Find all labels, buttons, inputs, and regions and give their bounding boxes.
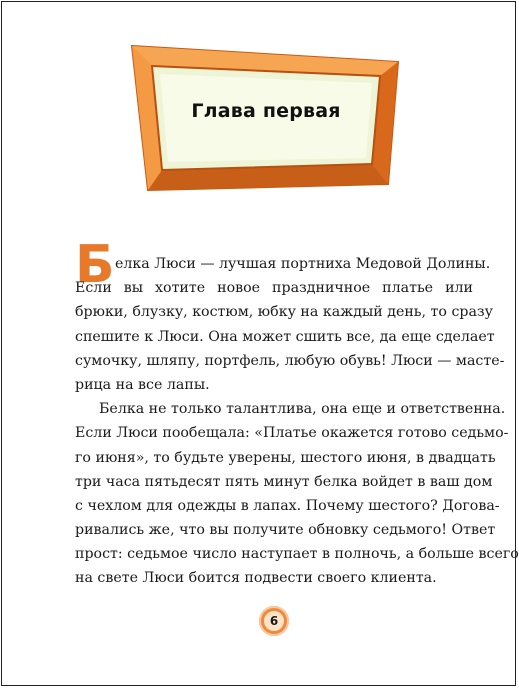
chapter-title: Глава первая	[191, 100, 341, 122]
drop-cap-letter: Б	[75, 235, 115, 295]
text-line: брюки, блузку, костюм, юбку на каждый день, то сразу	[75, 304, 494, 321]
text-line: рица на все лапы.	[75, 376, 210, 393]
text-line: Белка не только талантлива, она еще и ответственна.	[99, 401, 506, 418]
text-line: сумочку, шляпу, портфель, любую обувь! Люси — масте-	[75, 352, 505, 369]
story-text	[75, 252, 519, 591]
text-line: с чехлом для одежды в лапах. Почему шестого? Догова-	[75, 497, 500, 514]
text-line: го июня», то будьте уверены, шестого июня, в двадцать	[75, 449, 496, 466]
text-line: спешите к Люси. Она может сшить все, да еще сделает	[75, 328, 495, 345]
text-line: Если Люси пообещала: «Платье окажется готово седьмо-	[75, 425, 509, 442]
text-line: Если вы хотите новое праздничное платье или	[75, 280, 473, 297]
text-line: на свете Люси боится подвести своего клиента.	[75, 570, 437, 587]
text-line: елка Люси — лучшая портниха Медовой Долины.	[115, 256, 491, 272]
page-number-badge	[259, 606, 289, 636]
chapter-title-frame	[130, 42, 402, 192]
text-line: ривались же, что вы получите обновку седьмого! Ответ	[75, 522, 496, 539]
text-line: три часа пятьдесят пять минут белка войдет в ваш дом	[75, 473, 493, 490]
page-number: 6	[264, 611, 284, 631]
text-line: прост: седьмое число наступает в полночь, а больше всего	[75, 546, 519, 563]
